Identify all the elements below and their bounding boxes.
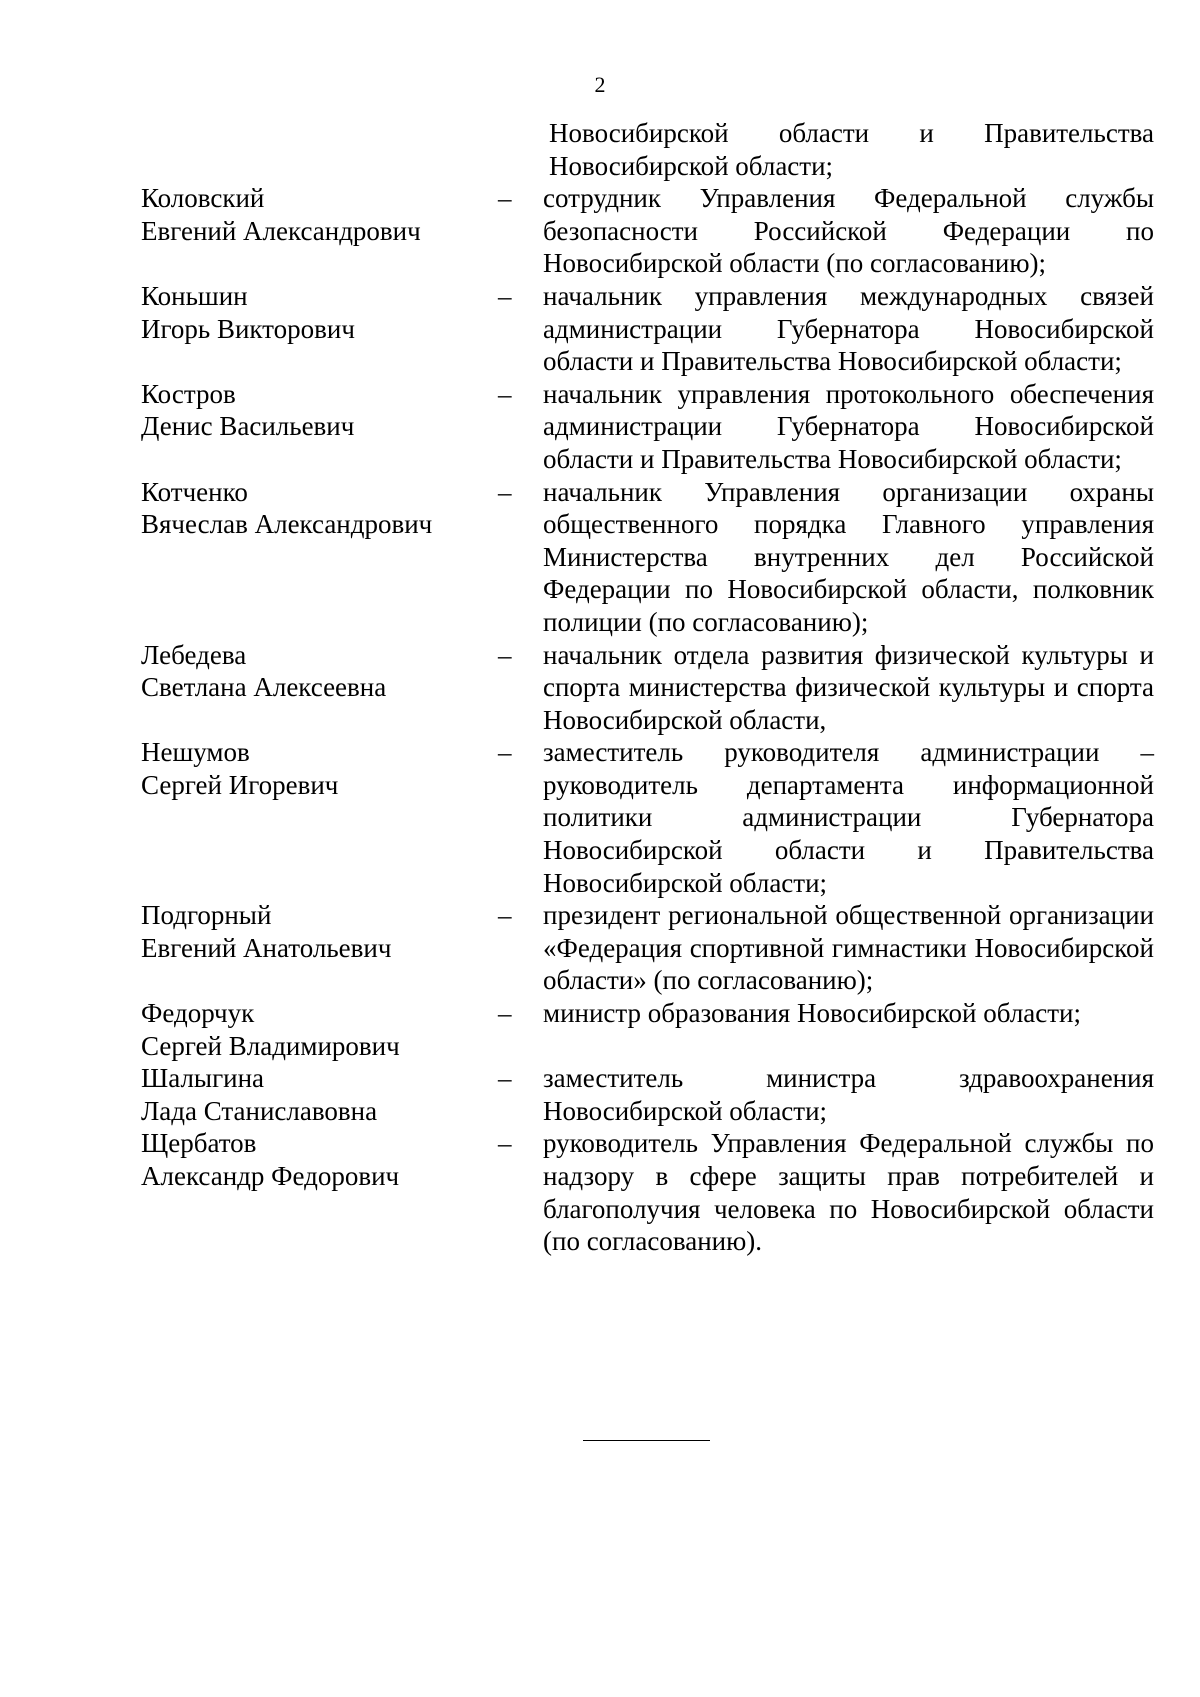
member-name [141,1127,498,1192]
dash: – [498,1128,512,1159]
member-entry [141,476,1154,639]
member-name [141,997,498,1062]
member-list [141,117,1154,1258]
member-given-name: Светлана Алексеевна [141,672,387,703]
member-entry [141,378,1154,476]
member-position: начальник отдела развития физической культуры и спорта министерства физической культуры и спорта Новосибирской области, [543,639,1154,735]
member-entry [141,639,1154,737]
member-entry [141,1062,1154,1127]
member-name [141,476,498,541]
member-given-name: Сергей Владимирович [141,1030,400,1061]
member-entry [141,899,1154,997]
member-entry [141,280,1154,378]
dash: – [498,1063,512,1094]
member-name [141,899,498,964]
member-given-name: Денис Васильевич [141,411,355,442]
member-name [141,736,498,801]
member-surname: Нешумов [141,737,250,768]
member-name [141,639,498,704]
member-surname: Федорчук [141,998,255,1029]
dash: – [498,737,512,768]
dash: – [498,639,512,670]
member-entry [141,997,1154,1062]
dash: – [498,183,512,214]
dash: – [498,900,512,931]
dash: – [498,998,512,1029]
dash: – [498,280,512,311]
member-surname: Котченко [141,476,248,507]
member-position: министр образования Новосибирской области; [543,998,1082,1029]
member-surname: Щербатов [141,1128,257,1159]
member-surname: Костров [141,378,236,409]
member-surname: Шалыгина [141,1063,265,1094]
member-name [141,280,498,345]
member-surname: Лебедева [141,639,247,670]
member-surname: Подгорный [141,900,272,931]
member-position: начальник управления протокольного обеспечения администрации Губернатора Новосибирской области и Правительства Новосибирской области; [543,378,1154,474]
continuation-position: Новосибирской области и Правительства Новосибирской области; [549,118,1154,181]
member-given-name: Евгений Александрович [141,215,421,246]
member-given-name: Евгений Анатольевич [141,932,392,963]
member-position: президент региональной общественной организации «Федерация спортивной гимнастики Новосибирской области» (по согласованию); [543,900,1154,996]
member-position: руководитель Управления Федеральной службы по надзору в сфере защиты прав потребителей и благополучия человека по Новосибирской области (по согласованию). [543,1128,1154,1257]
member-given-name: Вячеслав Александрович [141,509,433,540]
member-surname: Коловский [141,183,265,214]
member-given-name: Сергей Игоревич [141,769,339,800]
page-number: 2 [594,72,606,97]
member-position: начальник управления международных связей администрации Губернатора Новосибирской области и Правительства Новосибирской области; [543,280,1154,377]
member-position: заместитель руководителя администрации – руководитель департамента информационной политики администрации Губернатора Новосибирской области и Правительства Новосибирской области; [543,737,1154,898]
member-entry [141,736,1154,899]
dash: – [498,378,512,409]
member-surname: Коньшин [141,280,248,311]
member-given-name: Александр Федорович [141,1161,400,1191]
member-name [141,378,498,443]
dash: – [498,476,512,507]
end-of-document-rule [583,1440,710,1441]
continuation-entry [141,117,1154,182]
member-given-name: Игорь Викторович [141,313,355,344]
member-position: сотрудник Управления Федеральной службы безопасности Российской Федерации по Новосибирской области (по согласованию); [543,183,1154,279]
member-position: начальник Управления организации охраны общественного порядка Главного управления Министерства внутренних дел Российской Федерации по Новосибирской области, полковник полиции (по согласованию); [543,476,1154,637]
member-name [141,1062,498,1127]
member-name [141,182,498,247]
member-entry [141,1127,1154,1257]
member-entry [141,182,1154,280]
member-given-name: Лада Станиславовна [141,1095,378,1126]
member-position: заместитель министра здравоохранения Новосибирской области; [543,1063,1154,1126]
